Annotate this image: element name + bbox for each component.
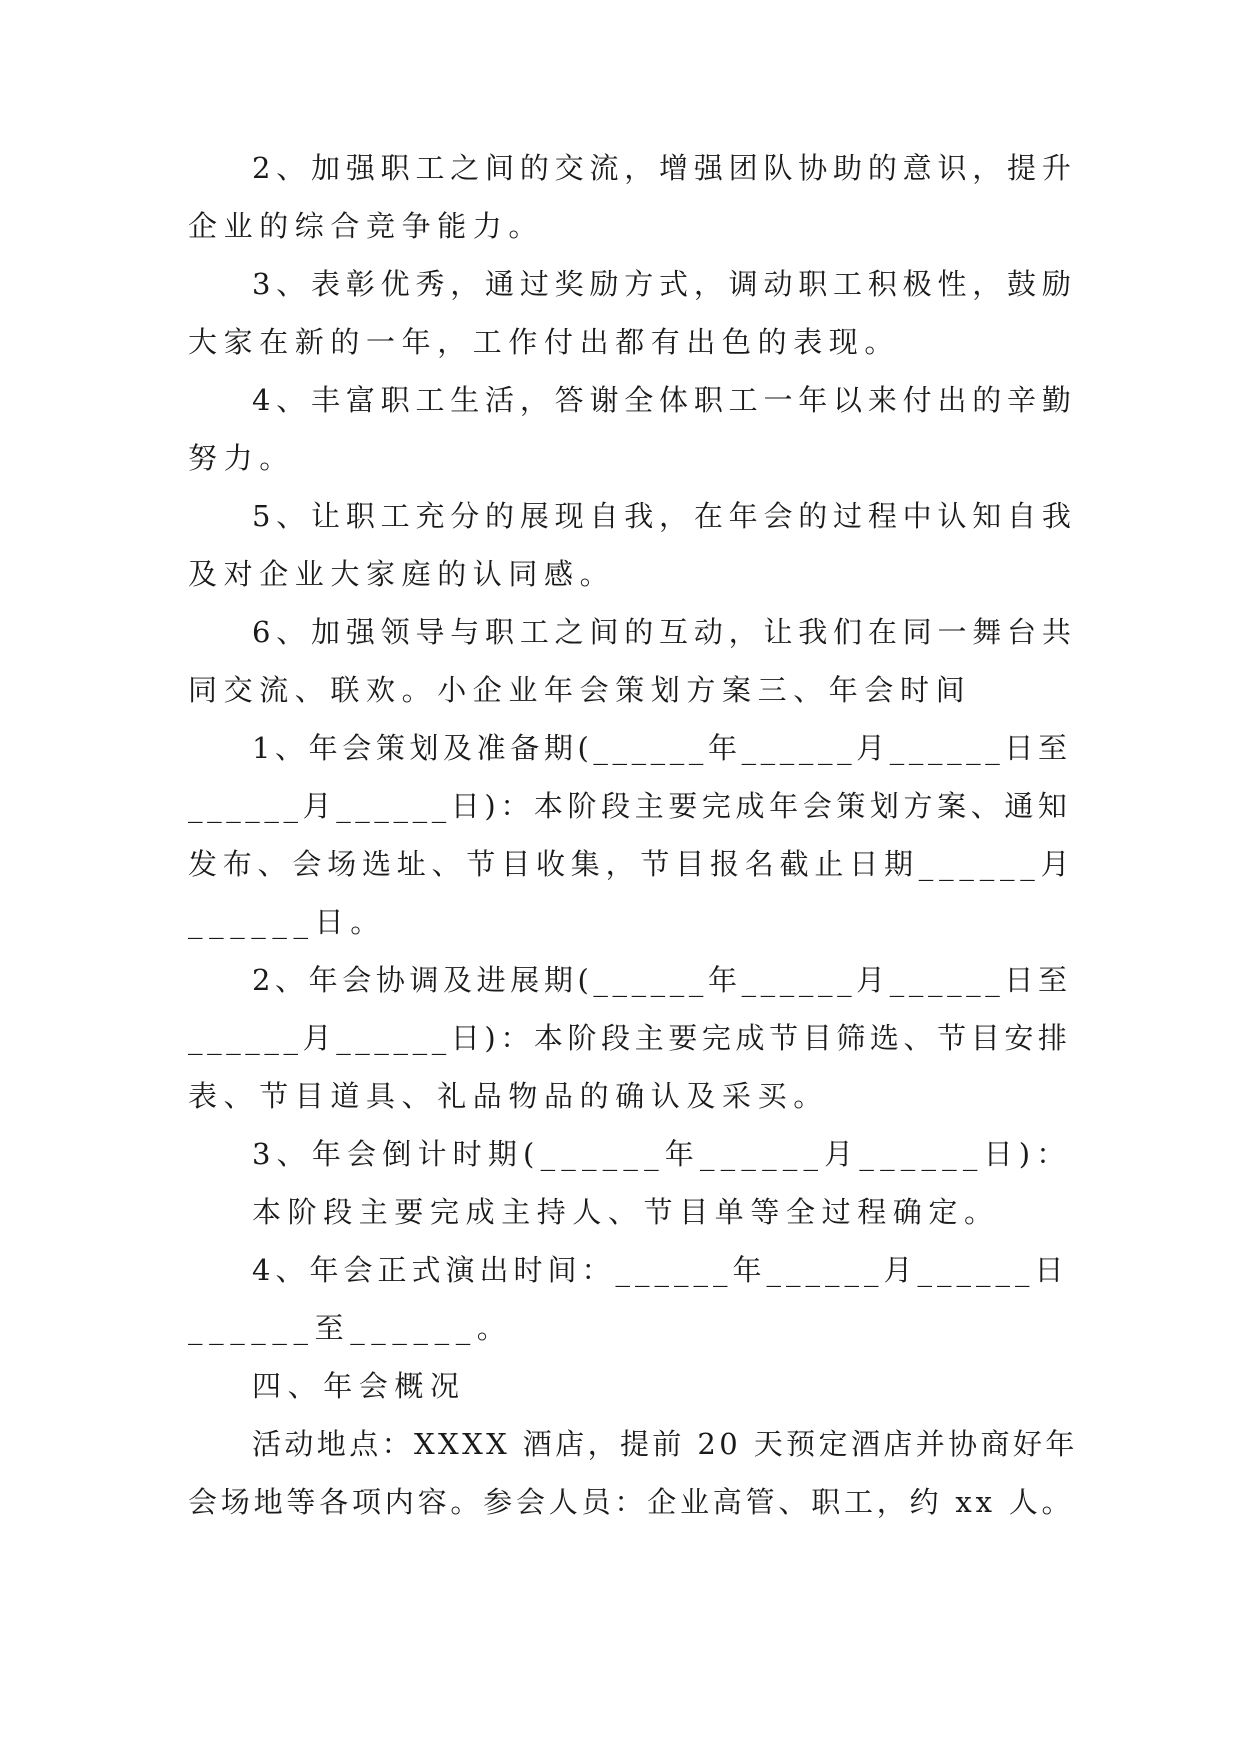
- paragraph-line: 6、加强领导与职工之间的互动，让我们在同一舞台共: [252, 615, 1077, 649]
- paragraph-line: 努力。: [188, 441, 295, 475]
- paragraph-line: 2、加强职工之间的交流，增强团队协助的意识，提升: [252, 151, 1077, 185]
- paragraph-line: 3、表彰优秀，通过奖励方式，调动职工积极性，鼓励: [252, 267, 1077, 301]
- paragraph-line: 同交流、联欢。小企业年会策划方案三、年会时间: [188, 673, 972, 707]
- paragraph-line: 3、年会倒计时期(______年______月______日)：: [252, 1137, 1072, 1171]
- paragraph-line: ______月______日)：本阶段主要完成节目筛选、节目安排: [188, 1021, 1072, 1055]
- paragraph-line: 发布、会场选址、节目收集，节目报名截止日期______月: [188, 847, 1076, 881]
- paragraph-line: ______至______。: [188, 1311, 513, 1345]
- paragraph-line: 会场地等各项内容。参会人员：企业高管、职工，约 xx 人。: [188, 1485, 1075, 1519]
- paragraph-line: 及对企业大家庭的认同感。: [188, 557, 616, 591]
- paragraph-line: 4、丰富职工生活，答谢全体职工一年以来付出的辛勤: [252, 383, 1077, 417]
- paragraph-line: 2、年会协调及进展期(______年______月______日至: [252, 963, 1072, 997]
- paragraph-line: 4、年会正式演出时间：______年______月______日: [252, 1253, 1069, 1287]
- paragraph-line: 企业的综合竞争能力。: [188, 209, 545, 243]
- paragraph-line: 本阶段主要完成主持人、节目单等全过程确定。: [252, 1195, 1000, 1229]
- paragraph-line: 5、让职工充分的展现自我，在年会的过程中认知自我: [252, 499, 1077, 533]
- paragraph-line: 活动地点：XXXX 酒店，提前 20 天预定酒店并协商好年: [252, 1427, 1078, 1461]
- paragraph-line: 1、年会策划及准备期(______年______月______日至: [252, 731, 1072, 765]
- paragraph-line: 表、节目道具、礼品物品的确认及采买。: [188, 1079, 829, 1113]
- paragraph-line: 大家在新的一年，工作付出都有出色的表现。: [188, 325, 901, 359]
- section-heading: 四、年会概况: [252, 1369, 466, 1403]
- paragraph-line: ______日。: [188, 905, 386, 939]
- paragraph-line: ______月______日)：本阶段主要完成年会策划方案、通知: [188, 789, 1072, 823]
